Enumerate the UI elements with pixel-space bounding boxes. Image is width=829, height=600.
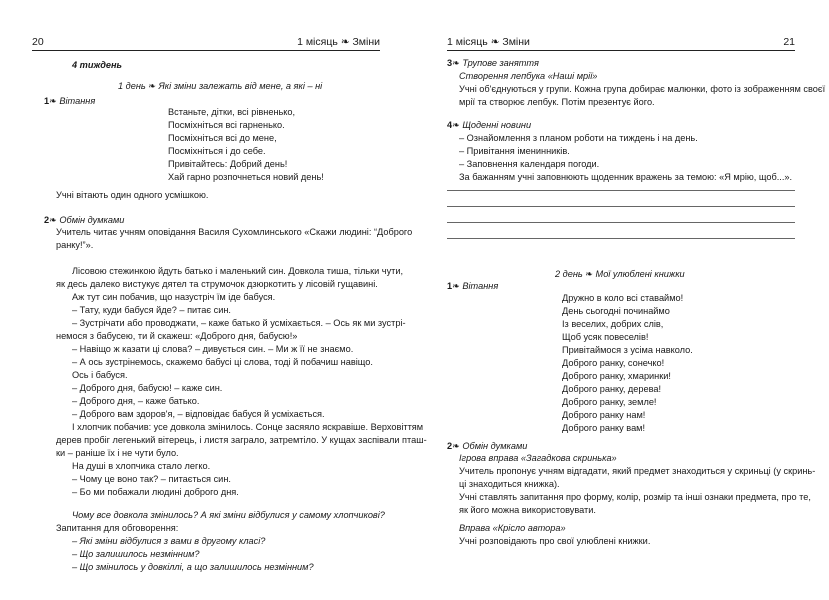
story-line: – Доброго дня, бабусю! – каже син.: [72, 383, 223, 393]
left-header-rule: [32, 50, 380, 51]
section-title: Вітання: [462, 281, 499, 291]
discussion-question: – Що залишилось незмінним?: [72, 549, 200, 559]
left-section-greeting: [44, 95, 95, 108]
story-line: – Чому це воно так? – питається син.: [72, 474, 231, 484]
poem-line: Привітаймося з усіма навколо.: [562, 345, 693, 355]
mystery-box-text: Учитель пропонує учням відгадати, який предмет знаходиться у скриньці (у скринь-: [459, 466, 816, 476]
right-page-header: [447, 36, 795, 48]
greeting-note: Учні вітають один одного усмішкою.: [56, 190, 209, 200]
left-running-title: 1 місяць ❧ Зміни: [297, 36, 380, 48]
story-line: І хлопчик побачив: усе довкола змінилось. Сонце засяяло яскравіше. Верховіттям: [72, 422, 424, 432]
intro-line: ранку!”».: [56, 240, 94, 250]
news-item: – Заповнення календаря погоди.: [459, 159, 600, 169]
poem-line: Посміхніться всі до мене,: [168, 133, 277, 143]
section-number: 3❧: [447, 58, 460, 68]
right-running-title: 1 місяць ❧ Зміни: [447, 36, 530, 48]
story-line: немося з бабусею, ти й скажеш: «Доброго дня, бабусю!»: [56, 331, 298, 341]
story-line: – Зустрічати або проводжати, – каже батько й усміхається. – Ось як ми зустрі-: [72, 318, 406, 328]
poem-line: Доброго ранку, земле!: [562, 397, 657, 407]
poem-line: Із веселих, добрих слів,: [562, 319, 664, 329]
news-item: За бажанням учні заповнюють щоденник вражень за темою: «Я мрію, щоб...».: [459, 172, 793, 182]
story-line: – Тату, куди бабуся йде? – питає син.: [72, 305, 231, 315]
story-line: – Бо ми побажали людині доброго дня.: [72, 487, 239, 497]
section-title: Щоденні новини: [462, 120, 532, 130]
section-number: 4❧: [447, 120, 460, 130]
story-line: як десь далеко вистукує дятел та струмочок дзюркотить у лісовій гущавині.: [56, 279, 378, 289]
story-line: – Доброго дня, – каже батько.: [72, 396, 200, 406]
story-line: На душі в хлопчика стало легко.: [72, 461, 211, 471]
right-page-number: 21: [783, 36, 795, 48]
section-title: Обмін думками: [59, 215, 125, 225]
left-page-number: 20: [32, 36, 44, 48]
poem-line: День сьогодні починаймо: [562, 306, 670, 316]
author-chair-title: Вправа «Крісло автора»: [459, 523, 566, 533]
day2-title: 2 день ❧ Мої улюблені книжки: [555, 269, 685, 279]
poem-line: Доброго ранку, хмаринки!: [562, 371, 671, 381]
left-page-header: [32, 36, 380, 48]
day1-title: 1 день ❧ Які зміни залежать від мене, а які – ні: [118, 81, 323, 91]
lapbook-text: мрії та створює лепбук. Потім презентує його.: [459, 97, 655, 107]
right-section-daily-news: [447, 119, 531, 132]
writing-line: [447, 238, 795, 239]
mystery-box-text: ці знаходиться книжка).: [459, 479, 560, 489]
poem-line: Посміхніться і до себе.: [168, 146, 266, 156]
section-title: Обмін думками: [462, 441, 528, 451]
section-number: 2❧: [447, 441, 460, 451]
week-title: 4 тиждень: [72, 60, 123, 70]
section-number: 1❧: [447, 281, 460, 291]
poem-line: Щоб усяк повеселів!: [562, 332, 649, 342]
right-section-greeting: [447, 280, 498, 293]
writing-line: [447, 190, 795, 191]
section-number: 1❧: [44, 96, 57, 106]
right-page: [415, 0, 829, 600]
intro-line: Учитель читає учням оповідання Василя Сухомлинського «Скажи людині: “Доброго: [56, 227, 413, 237]
section-title: Вітання: [59, 96, 96, 106]
story-line: – А ось зустрінемось, скажемо бабусі ці слова, тоді й побачиш навіщо.: [72, 357, 373, 367]
story-line: дерев пробіг легенький вітерець, і листя заграло, затремтіло. У кущах заспівали пташ-: [56, 435, 427, 445]
story-line: ки – раніше їх і не чути було.: [56, 448, 179, 458]
poem-line: Доброго ранку нам!: [562, 410, 646, 420]
right-header-rule: [447, 50, 795, 51]
poem-line: Привітайтесь: Добрий день!: [168, 159, 288, 169]
lapbook-title: Створення лепбука «Наші мрії»: [459, 71, 598, 81]
author-chair-text: Учні розповідають про свої улюблені книжки.: [459, 536, 651, 546]
story-line: Ось і бабуся.: [72, 370, 128, 380]
writing-line: [447, 222, 795, 223]
poem-line: Доброго ранку, сонечко!: [562, 358, 665, 368]
poem-line: Встаньте, дітки, всі рівненько,: [168, 107, 296, 117]
mystery-box-title: Ігрова вправа «Загадкова скринька»: [459, 453, 617, 463]
right-section-discussion: [447, 440, 527, 453]
news-item: – Привітання іменинників.: [459, 146, 570, 156]
poem-line: Посміхніться всі гарненько.: [168, 120, 285, 130]
poem-line: Доброго ранку, дерева!: [562, 384, 662, 394]
mystery-box-text: Учні ставлять запитання про форму, колір, розмір та інші ознаки предмета, про те,: [459, 492, 811, 502]
poem-line: Дружно в коло всі ставаймо!: [562, 293, 684, 303]
story-line: Лісовою стежинкою йдуть батько і маленький син. Довкола тиша, тільки чути,: [72, 266, 404, 276]
poem-line: Доброго ранку вам!: [562, 423, 646, 433]
story-line: – Навіщо ж казати ці слова? – дивується син. – Ми ж її не знаємо.: [72, 344, 354, 354]
writing-line: [447, 206, 795, 207]
section-number: 2❧: [44, 215, 57, 225]
story-line: Аж тут син побачив, що назустріч їм іде бабуся.: [72, 292, 276, 302]
news-item: – Ознайомлення з планом роботи на тиждень і на день.: [459, 133, 698, 143]
right-section-group-work: [447, 57, 539, 70]
lapbook-text: Учні об'єднуються у групи. Кожна група добирає малюнки, фото із зображенням своєї: [459, 84, 826, 94]
story-line: – Доброго вам здоров'я, – відповідає бабуся й усміхається.: [72, 409, 325, 419]
left-section-discussion: [44, 214, 124, 227]
mystery-box-text: як його можна використовувати.: [459, 505, 596, 515]
discussion-question: – Які зміни відбулися з вами в другому класі?: [72, 536, 266, 546]
poem-line: Хай гарно розпочнеться новий день!: [168, 172, 324, 182]
story-question: Чому все довкола змінилось? А які зміни відбулися у самому хлопчикові?: [72, 510, 385, 520]
discussion-heading: Запитання для обговорення:: [56, 523, 179, 533]
section-title: Трупове заняття: [462, 58, 539, 68]
discussion-question: – Що змінилось у довкіллі, а що залишилось незмінним?: [72, 562, 314, 572]
